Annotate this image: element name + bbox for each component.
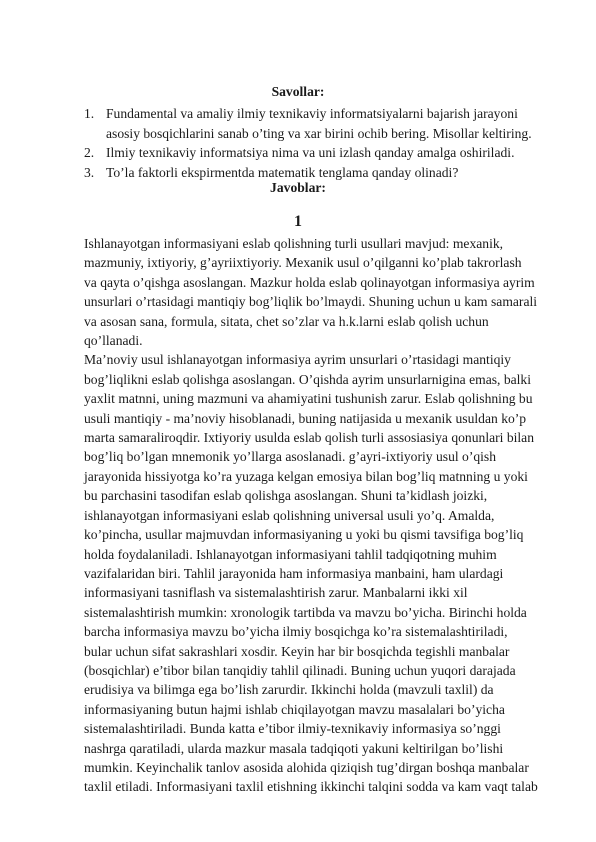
body-text-line: mumkin. Keyinchalik tanlov asosida alohida qiziqish tug’dirgan boshqa manbalar: [84, 759, 529, 775]
question-text-line: asosiy bosqichlarini sanab o’ting va xar birini ochib bering. Misollar keltiring.: [106, 125, 532, 141]
question-number: 3.: [84, 164, 95, 180]
body-text-line: va qayta o’qishga asoslangan. Mazkur holda eslab qolinayotgan informasiya ayrim: [84, 274, 535, 290]
question-text-line: Fundamental va amaliy ilmiy texnikaviy informatsiyalarni bajarish jarayoni: [106, 106, 518, 121]
body-text-line: vazifalaridan biri. Tahlil jarayonida ham informasiya manbaini, ham ulardagi: [84, 565, 504, 581]
body-text-line: qo’llanadi.: [84, 333, 143, 349]
body-text-line: Ma’noviy usul ishlanayotgan informasiya ayrim unsurlari o’rtasidagi mantiqiy: [84, 352, 511, 368]
body-text-line: (bosqichlar) e’tibor bilan tanqidiy tahlil qilinadi. Buning uchun yuqori darajada: [84, 662, 516, 678]
body-text-line: ko’pincha, usullar majmuvdan informasiyaning u yoki bu qismi tavsifiga bog’liq: [84, 527, 524, 543]
body-text-line: nashrga qaratiladi, ularda mazkur masala tadqiqoti yakuni keltirilgan bo’lishi: [84, 740, 504, 756]
body-text-line: mazmuniy, ixtiyoriy, g’ayriixtiyoriy. Mexanik usul o’qilganni ko’plab takrorlash: [84, 255, 522, 271]
question-item: [84, 104, 554, 143]
body-text-line: jarayonida hissiyotga ko’ra yuzaga kelgan emosiya bilan bog’liq matnning u yoki: [84, 468, 528, 484]
body-text-line: informasiyani tasniflash va sistemalashtirish zarur. Manbalarni ikki xil: [84, 585, 468, 601]
body-text-line: bog’liq bo’lgan mnemonik yo’llarga asoslanadi. g’ayri-ixtiyoriy usul o’qish: [84, 449, 497, 465]
questions-list: [84, 104, 554, 182]
body-text-line: unsurlari o’rtasidagi mantiqiy bog’liqlik bo’lmaydi. Shuning uchun u kam samarali: [84, 294, 538, 310]
question-text-line: To’la faktorli ekspirmentda matematik tenglama qanday olinadi?: [106, 164, 459, 180]
body-text-line: holda foydalaniladi. Ishlanayotgan informasiyani tahlil tadqiqotning muhim: [84, 546, 497, 562]
body-text-line: bular uchun sifat sakrashlari xosdir. Keyin har bir bosqichda tegishli manbalar: [84, 643, 510, 659]
body-text-line: informasiyaning butun hajmi ishlab chiqilayotgan mavzu masalalari bo’yicha: [84, 701, 505, 717]
body-text-line: bog’liqlikni eslab qolishga asoslangan. O’qishda ayrim unsurlarnigina emas, balki: [84, 371, 531, 387]
question-text-line: Ilmiy texnikaviy informatsiya nima va uni izlash qanday amalga oshiriladi.: [106, 145, 515, 160]
question-number: 1.: [84, 106, 95, 121]
body-text-line: barcha informasiya mavzu bo’yicha ilmiy bosqichga ko’ra sistemalashtiriladi,: [84, 624, 508, 640]
body-text-line: sistemalashtirish mumkin: xronologik tartibda va mavzu bo’yicha. Birinchi holda: [84, 604, 527, 620]
question-number: 2.: [84, 145, 95, 160]
body-text-line: marta samaraliroqdir. Ixtiyoriy usulda eslab qolish turli assosiasiya qonunlari bilan: [84, 430, 535, 446]
answers-heading: Javoblar:: [270, 180, 326, 195]
body-text-line: Ishlanayotgan informasiyani eslab qolishning turli usullari mavjud: mexanik,: [84, 236, 504, 251]
body-text-line: sistemalashtiriladi. Bunda katta e’tibor ilmiy-texnikaviy informasiya so’nggi: [84, 721, 501, 737]
body-text-line: bu parchasini tasodifan eslab qolishga asoslangan. Shuni ta’kidlash joizki,: [84, 488, 488, 504]
section-number: 1: [294, 213, 302, 230]
body-text-line: erudisiya va bilimga ega bo’lish zarurdir. Ikkinchi holda (mavzuli taxlil) da: [84, 682, 494, 698]
body-text-line: va asosan sana, formula, sitata, chet so’zlar va h.k.larni eslab qolish uchun: [84, 313, 489, 329]
body-text-line: yaxlit matnni, uning mazmuni va ahamiyatini tushunish zarur. Eslab qolishning bu: [84, 391, 533, 407]
question-item: [84, 143, 554, 163]
questions-heading: Savollar:: [271, 84, 325, 99]
body-text-line: ishlanayotgan informasiyani eslab qolishning universal usuli yo’q. Amalda,: [84, 507, 495, 523]
answer-body: [84, 234, 538, 797]
body-text-line: usuli mantiqiy - ma’noviy hisoblanadi, buning natijasida u mexanik usuldan ko’p: [84, 410, 527, 426]
body-text-line: taxlil etiladi. Informasiyani taxlil etishning ikkinchi talqini sodda va kam vaqt talab: [84, 779, 538, 795]
